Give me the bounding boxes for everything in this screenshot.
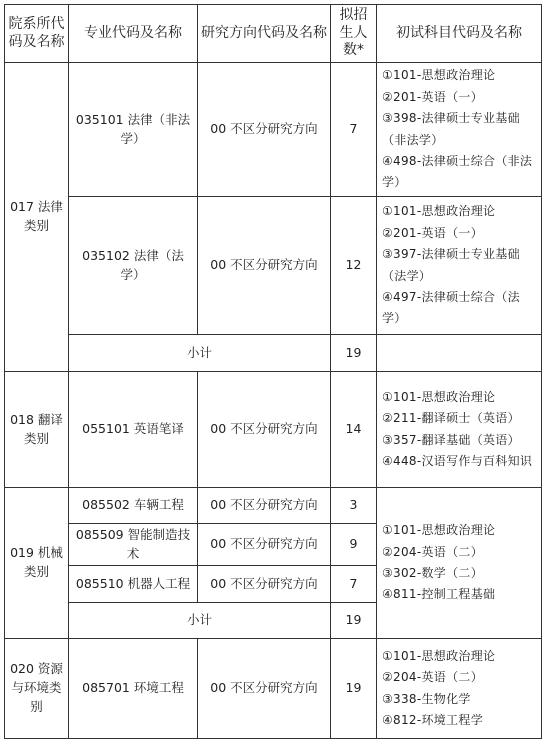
subject-item: ③397-法律硕士专业基础（法学）	[382, 247, 520, 283]
subjects-cell	[377, 488, 542, 639]
direction-cell: 00 不区分研究方向	[198, 524, 331, 566]
header-direction: 研究方向代码及名称	[198, 5, 331, 63]
subjects-cell	[377, 372, 542, 488]
subject-item: ②211-翻译硕士（英语）	[382, 411, 520, 426]
subtotal-label: 小计	[69, 335, 331, 372]
subject-item: ①101-思想政治理论	[382, 523, 496, 538]
quota-cell: 19	[331, 639, 377, 739]
dept-cell: 019 机械类别	[5, 488, 69, 639]
subject-item: ④812-环境工程学	[382, 712, 483, 727]
quota-cell: 9	[331, 524, 377, 566]
subject-item: ①101-思想政治理论	[382, 204, 496, 219]
subject-item: ③357-翻译基础（英语）	[382, 432, 520, 447]
subtotal-value: 19	[331, 335, 377, 372]
subject-item: ①101-思想政治理论	[382, 389, 496, 404]
direction-cell: 00 不区分研究方向	[198, 197, 331, 335]
subject-item: ②204-英语（二）	[382, 670, 483, 685]
dept-cell: 018 翻译类别	[5, 372, 69, 488]
table-row	[5, 63, 542, 197]
quota-cell: 3	[331, 488, 377, 524]
subtotal-value: 19	[331, 603, 377, 639]
subject-item: ④448-汉语写作与百科知识	[382, 453, 533, 468]
subject-item: ①101-思想政治理论	[382, 68, 496, 83]
major-cell: 085509 智能制造技术	[69, 524, 198, 566]
major-cell: 085502 车辆工程	[69, 488, 198, 524]
dept-cell: 020 资源与环境类别	[5, 639, 69, 739]
subjects-cell	[377, 63, 542, 197]
direction-cell: 00 不区分研究方向	[198, 639, 331, 739]
subjects-cell	[377, 197, 542, 335]
header-dept: 院系所代码及名称	[5, 5, 69, 63]
header-exam: 初试科目代码及名称	[377, 5, 542, 63]
subject-item: ③338-生物化学	[382, 691, 471, 706]
quota-cell: 12	[331, 197, 377, 335]
dept-cell: 017 法律类别	[5, 63, 69, 372]
header-row	[5, 5, 542, 63]
direction-cell: 00 不区分研究方向	[198, 566, 331, 603]
table-row	[5, 372, 542, 488]
table-row	[5, 488, 542, 524]
subject-item: ③398-法律硕士专业基础（非法学）	[382, 111, 520, 147]
subject-item: ④498-法律硕士综合（非法学）	[382, 153, 533, 190]
major-cell: 085510 机器人工程	[69, 566, 198, 603]
header-quota: 拟招生人数*	[331, 5, 377, 63]
subject-item: ②204-英语（二）	[382, 544, 483, 559]
quota-cell: 7	[331, 566, 377, 603]
subtotal-row	[5, 335, 542, 372]
direction-cell: 00 不区分研究方向	[198, 372, 331, 488]
empty-cell	[377, 335, 542, 372]
major-cell: 085701 环境工程	[69, 639, 198, 739]
subject-item: ②201-英语（一）	[382, 89, 483, 104]
table-row	[5, 639, 542, 739]
subjects-cell	[377, 639, 542, 739]
major-cell: 035102 法律（法学）	[69, 197, 198, 335]
subject-item: ①101-思想政治理论	[382, 648, 496, 663]
subtotal-label: 小计	[69, 603, 331, 639]
quota-cell: 14	[331, 372, 377, 488]
header-major: 专业代码及名称	[69, 5, 198, 63]
admissions-table	[4, 4, 542, 739]
subject-item: ④811-控制工程基础	[382, 587, 496, 602]
major-cell: 035101 法律（非法学）	[69, 63, 198, 197]
direction-cell: 00 不区分研究方向	[198, 63, 331, 197]
subject-item: ④497-法律硕士综合（法学）	[382, 289, 520, 326]
subject-item: ③302-数学（二）	[382, 566, 483, 580]
table-row	[5, 197, 542, 335]
major-cell: 055101 英语笔译	[69, 372, 198, 488]
subject-item: ②201-英语（一）	[382, 225, 483, 240]
quota-cell: 7	[331, 63, 377, 197]
direction-cell: 00 不区分研究方向	[198, 488, 331, 524]
